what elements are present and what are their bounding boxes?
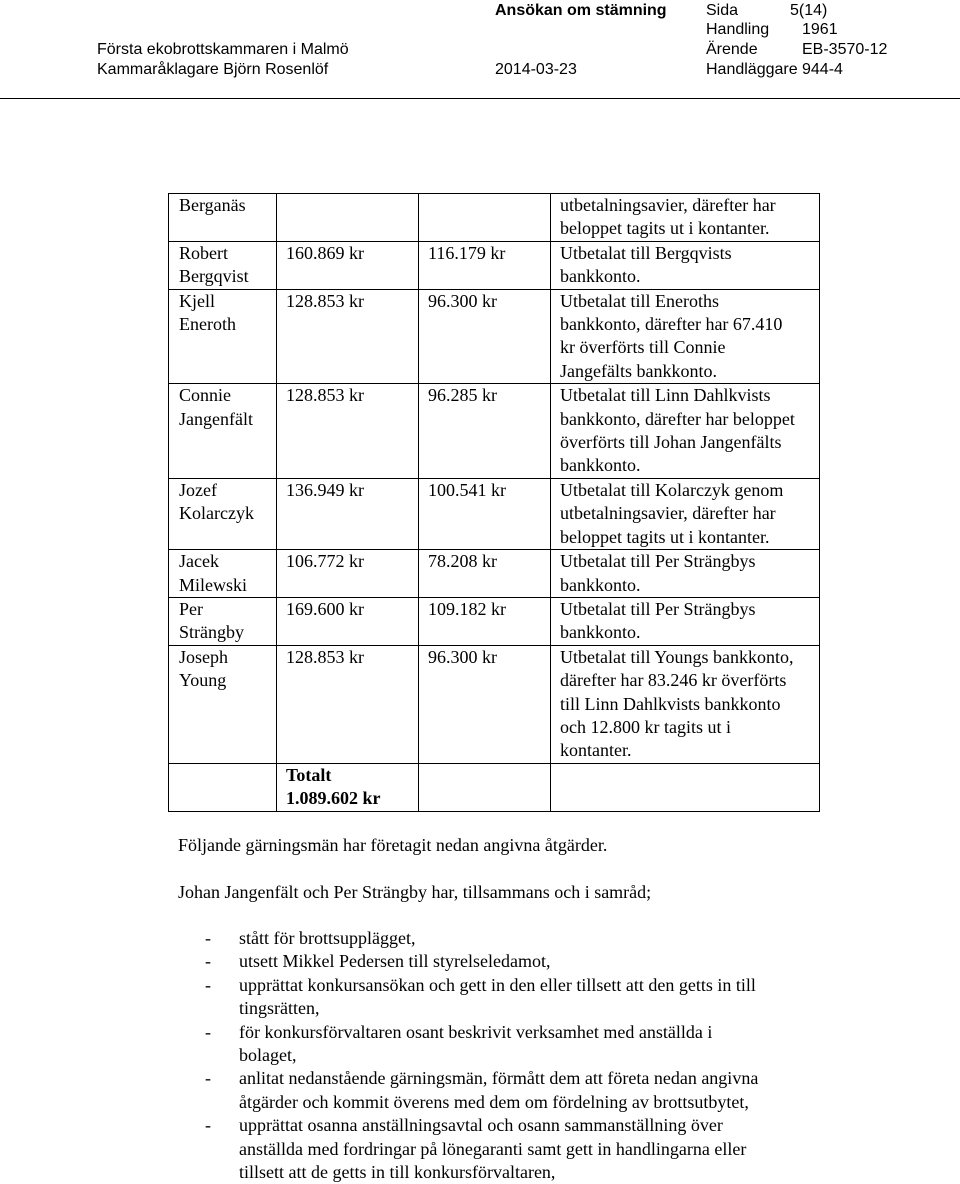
handling-number: 1961 [802,21,838,38]
total-row [169,763,820,811]
table-row [169,241,820,289]
name-cell [169,597,277,645]
payments-table [168,193,820,812]
description-cell [551,289,820,384]
amount-cell [419,645,551,763]
amount-cell [277,550,419,598]
description-cell [551,597,820,645]
table-row [169,384,820,479]
paragraph-defendants: Johan Jangenfält och Per Strängby har, tillsammans och i samråd; [178,882,652,902]
list-item [205,1114,825,1184]
list-item [205,950,825,973]
table-row [169,289,820,384]
cell-line: beloppet tagits ut i kontanter. [560,526,770,547]
amount-cell [277,194,419,242]
cell-line: upprättat konkursansökan och gett in den eller tillsett att den getts in till [239,974,756,995]
cell-line: Jangefälts bankkonto. [560,360,717,381]
amount-cell [277,645,419,763]
cell-line: anlitat nedanstående gärningsmän, förmått dem att företa nedan angivna [239,1068,759,1089]
case-label: Ärende [706,41,758,58]
amount-cell [419,194,551,242]
list-item [205,974,825,1021]
cell-line: Utbetalat till Youngs bankkonto, [560,646,794,667]
name-cell [169,645,277,763]
dash-marker: - [205,974,211,995]
description-cell [551,645,820,763]
amount-cell [277,597,419,645]
amount-cell [419,597,551,645]
cell-line: upprättat osanna anställningsavtal och osann sammanställning över [239,1115,723,1136]
cell-line: Strängby [179,622,244,643]
cell-line: beloppet tagits ut i kontanter. [560,218,770,239]
cell-line: Kjell [179,290,215,311]
handler-number: 944-4 [802,61,843,78]
action-list [205,927,825,1184]
table-row [169,194,820,242]
prosecutor-name: Kammaråklagare Björn Rosenlöf [97,61,329,78]
cell-line: 96.300 kr [428,290,497,311]
cell-line: Utbetalat till Eneroths [560,290,719,311]
cell-line: Joseph [179,646,228,667]
cell-line: Jozef [179,479,217,500]
table-row [169,597,820,645]
cell-line: bolaget, [239,1045,297,1066]
authority-name: Första ekobrottskammaren i Malmö [97,41,349,58]
description-cell [551,763,820,811]
description-cell [551,478,820,549]
cell-line: utbetalningsavier, därefter har [560,503,776,524]
list-item [205,1067,825,1114]
table-row [169,550,820,598]
cell-line: Utbetalat till Per Strängbys [560,598,756,619]
amount-cell [419,478,551,549]
cell-line: 116.179 kr [428,242,506,263]
cell-line: kontanter. [560,740,632,761]
cell-line: 109.182 kr [428,598,506,619]
cell-line: 100.541 kr [428,479,506,500]
cell-line: 96.285 kr [428,385,497,406]
cell-line: stått för brottsupplägget, [239,928,416,948]
page-number: 5(14) [790,2,828,19]
cell-line: och 12.800 kr tagits ut i [560,716,731,737]
amount-cell [419,763,551,811]
cell-line: Young [179,670,227,691]
cell-line: Jangenfält [179,408,253,429]
name-cell [169,550,277,598]
cell-line: Per [179,598,203,619]
cell-line: bankkonto. [560,266,641,287]
document-date: 2014-03-23 [495,61,577,78]
cell-line: utbetalningsavier, därefter har [560,195,776,215]
handling-label: Handling [706,21,770,38]
cell-line: kr överförts till Connie [560,337,726,358]
name-cell [169,289,277,384]
cell-line: bankkonto. [560,455,641,476]
amount-cell [419,550,551,598]
cell-line: Eneroth [179,314,236,335]
cell-line: 128.853 kr [286,290,364,311]
cell-line: 160.869 kr [286,242,364,263]
cell-line: utsett Mikkel Pedersen till styrelseledamot, [239,951,551,972]
name-cell [169,194,277,242]
dash-marker: - [205,1068,211,1089]
cell-line: Jacek [179,551,219,572]
cell-line: Utbetalat till Linn Dahlkvists [560,385,771,406]
name-cell [169,763,277,811]
handler-label: Handläggare [706,61,798,78]
cell-line: 136.949 kr [286,479,364,500]
cell-line: Milewski [179,574,248,595]
table-row [169,645,820,763]
amount-cell [277,289,419,384]
cell-line: 128.853 kr [286,646,364,667]
dash-marker: - [205,1115,211,1136]
cell-line: 78.208 kr [428,551,497,572]
cell-line: Utbetalat till Per Strängbys [560,551,756,572]
cell-line: Totalt [286,764,332,785]
cell-line: 169.600 kr [286,598,364,619]
dash-marker: - [205,951,211,972]
table-row [169,478,820,549]
cell-line: för konkursförvaltaren osant beskrivit verksamhet med anställda i [239,1021,713,1042]
list-item [205,927,825,950]
amount-cell [277,478,419,549]
header-divider [0,98,960,99]
cell-line: Robert [179,242,228,263]
name-cell [169,478,277,549]
cell-line: åtgärder och kommit överens med dem om fördelning av brottsutbytet, [239,1091,749,1112]
description-cell [551,550,820,598]
amount-cell [277,241,419,289]
cell-line: Bergqvist [179,266,249,287]
cell-line: tingsrätten, [239,998,320,1019]
document-title: Ansökan om stämning [495,2,667,19]
cell-line: 128.853 kr [286,385,364,406]
description-cell [551,194,820,242]
cell-line: 96.300 kr [428,646,497,667]
cell-line: 106.772 kr [286,551,364,572]
dash-marker: - [205,928,211,948]
case-number: EB-3570-12 [802,41,888,58]
amount-cell [419,384,551,479]
amount-cell [277,384,419,479]
cell-line: tillsett att de getts in till konkursförvaltaren, [239,1162,556,1183]
cell-line: Connie [179,385,231,406]
name-cell [169,384,277,479]
name-cell [169,241,277,289]
cell-line: 1.089.602 kr [286,788,381,809]
dash-marker: - [205,1021,211,1042]
page-label: Sida [706,2,739,19]
cell-line: Kolarczyk [179,503,254,524]
cell-line: Utbetalat till Kolarczyk genom [560,479,784,500]
cell-line: anställda med fordringar på lönegaranti samt gett in handlingarna eller [239,1138,747,1159]
cell-line: därefter har 83.246 kr överförts [560,670,787,691]
cell-line: Utbetalat till Bergqvists [560,242,732,263]
cell-line: bankkonto, därefter har 67.410 [560,314,783,335]
amount-cell [419,289,551,384]
cell-line: bankkonto. [560,574,641,595]
cell-line: bankkonto, därefter har beloppet [560,408,795,429]
description-cell [551,241,820,289]
cell-line: till Linn Dahlkvists bankkonto [560,693,781,714]
amount-cell [419,241,551,289]
list-item [205,1021,825,1068]
description-cell [551,384,820,479]
cell-line: Berganäs [179,195,246,215]
cell-line: bankkonto. [560,622,641,643]
total-cell [277,763,419,811]
cell-line: överförts till Johan Jangenfälts [560,432,782,453]
paragraph-intro: Följande gärningsmän har företagit nedan angivna åtgärder. [178,835,608,855]
